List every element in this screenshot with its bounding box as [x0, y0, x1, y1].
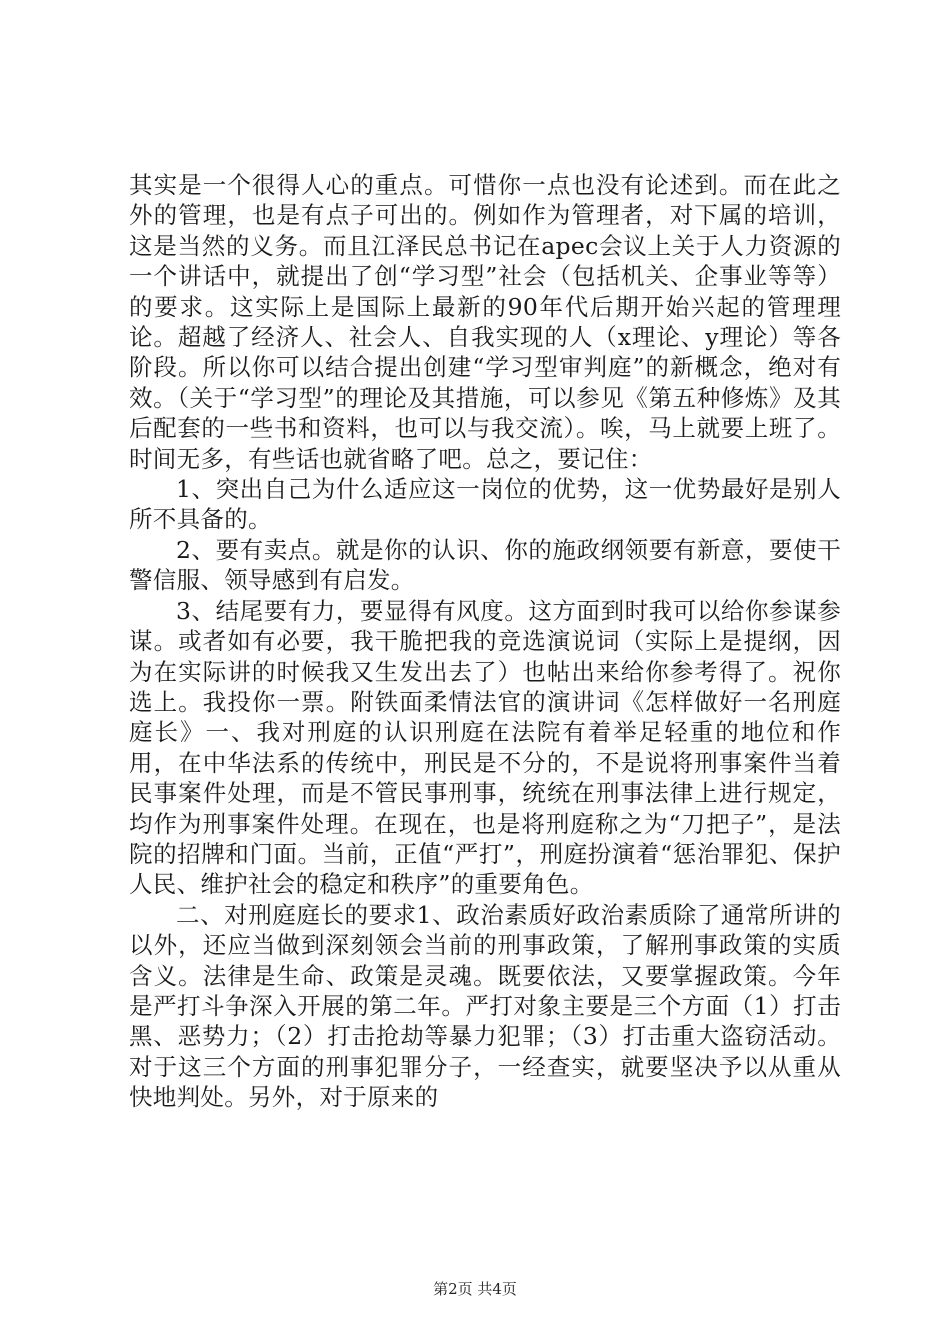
paragraph-1: 其实是一个很得人心的重点。可惜你一点也没有论述到。而在此之外的管理，也是有点子可出的。例如作为管理者，对下属的培训，这是当然的义务。而且江泽民总书记在apec会议上关于人力资源的一个讲话中，就提出了创“学习型”社会（包括机关、企事业等等）的要求。这实际上是国际上最新的90年代后期开始兴起的管理理论。超越了经济人、社会人、自我实现的人（x理论、y理论）等各阶段。所以你可以结合提出创建“学习型审判庭”的新概念，绝对有效。（关于“学习型”的理论及其措施，可以参见《第五种修炼》及其后配套的一些书和资料，也可以与我交流）。唉，马上就要上班了。时间无多，有些话也就省略了吧。总之，要记住： [129, 171, 841, 473]
paragraph-5: 二、对刑庭庭长的要求1、政治素质好政治素质除了通常所讲的以外，还应当做到深刻领会当前的刑事政策，了解刑事政策的实质含义。法律是生命、政策是灵魂。既要依法，又要掌握政策。今年是严打斗争深入开展的第二年。严打对象主要是三个方面（1）打击黑、恶势力；（2）打击抢劫等暴力犯罪；（3）打击重大盗窃活动。对于这三个方面的刑事犯罪分子，一经查实，就要坚决予以从重从快地判处。另外，对于原来的 [129, 900, 841, 1112]
paragraph-2: 1、突出自己为什么适应这一岗位的优势，这一优势最好是别人所不具备的。 [129, 475, 841, 534]
document-body [129, 170, 841, 1113]
paragraph-4: 3、结尾要有力，要显得有风度。这方面到时我可以给你参谋参谋。或者如有必要，我干脆把我的竞选演说词（实际上是提纲，因为在实际讲的时候我又生发出去了）也帖出来给你参考得了。祝你选上。我投你一票。附铁面柔情法官的演讲词《怎样做好一名刑庭庭长》一、我对刑庭的认识刑庭在法院有着举足轻重的地位和作用，在中华法系的传统中，刑民是不分的，不是说将刑事案件当着民事案件处理，而是不管民事刑事，统统在刑事法律上进行规定，均作为刑事案件处理。在现在，也是将刑庭称之为“刀把子”，是法院的招牌和门面。当前，正值“严打”，刑庭扮演着“惩治罪犯、保护人民、维护社会的稳定和秩序”的重要角色。 [129, 596, 841, 899]
page-number-footer: 第2页 共4页 [433, 1280, 517, 1298]
paragraph-3: 2、要有卖点。就是你的认识、你的施政纲领要有新意，要使干警信服、领导感到有启发。 [129, 535, 841, 595]
